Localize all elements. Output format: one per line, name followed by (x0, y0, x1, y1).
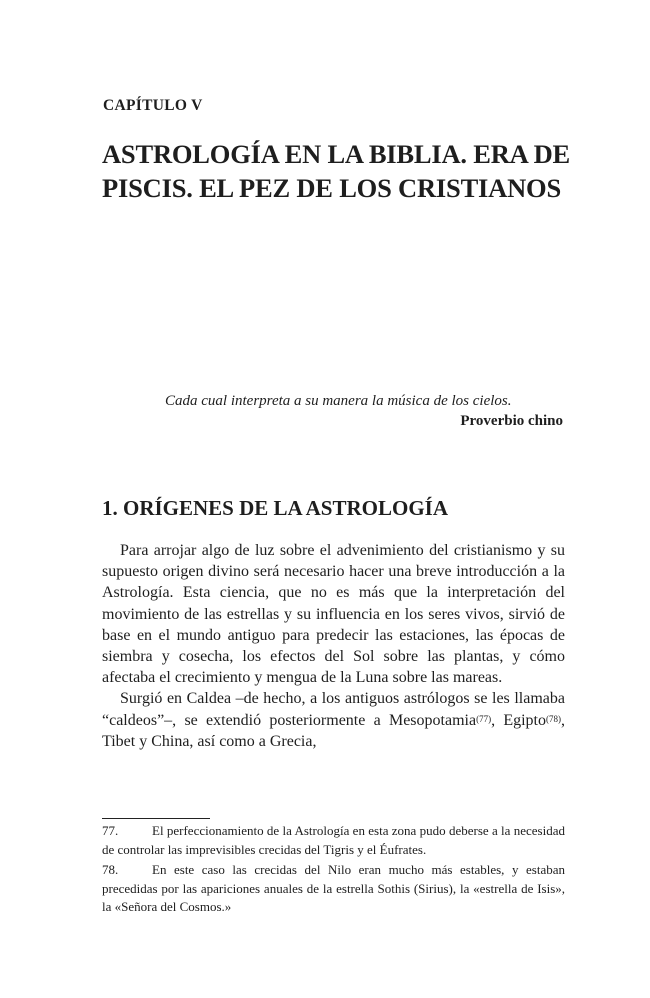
chapter-title: ASTROLOGÍA EN LA BIBLIA. ERA DE PISCIS. EL PEZ DE LOS CRISTIANOS (102, 139, 570, 203)
footnote (102, 861, 565, 917)
footnote-number: 77. (102, 823, 119, 838)
paragraph-text: , Tibet y China, así como a Grecia, (102, 711, 566, 750)
footnote-text: En este caso las crecidas del Nilo eran mucho más estables, y estaban precedidas por las apariciones anuales de la estrella Sothis (Sirius), la «estrella de Isis», la «Señora del Cosmos.» (102, 862, 565, 914)
footnote-ref: (78) (546, 713, 562, 724)
paragraph-text: , Egipto (491, 711, 547, 729)
paragraph-text: Surgió en Caldea –de hecho, a los antiguos astrólogos se les llamaba “caldeos”–, se extendió posteriormente a Mesopotamia (102, 690, 565, 729)
epigraph-source: Proverbio chino (460, 413, 563, 429)
section-heading: 1. ORÍGENES DE LA ASTROLOGÍA (102, 496, 449, 520)
footnote-number: 78. (102, 862, 119, 877)
paragraph: Para arrojar algo de luz sobre el advenimiento del cristianismo y su supuesto origen divino será necesario hacer una breve introducción a la Astrología. Esta ciencia, que no es más que la interpretación del movimiento de las estrellas y su influencia en los seres vivos, sirvió de base en el mundo antiguo para predecir las estaciones, las épocas de siembra y cosecha, los efectos del Sol sobre las plantas, y cómo afectaba el crecimiento y mengua de la Luna sobre las mareas. (102, 542, 565, 687)
chapter-label: CAPÍTULO V (103, 97, 203, 114)
footnote-ref: (77) (476, 713, 492, 724)
footnote (102, 822, 565, 859)
footnote-text: El perfeccionamiento de la Astrología en esta zona pudo deberse a la necesidad de controlar las imprevisibles crecidas del Tigris y el Éufrates. (102, 823, 565, 857)
epigraph-quote: Cada cual interpreta a su manera la música de los cielos. (165, 393, 512, 409)
footnote-divider (102, 818, 210, 819)
paragraph (102, 688, 565, 752)
footnotes (102, 822, 565, 919)
body-text (102, 540, 565, 752)
